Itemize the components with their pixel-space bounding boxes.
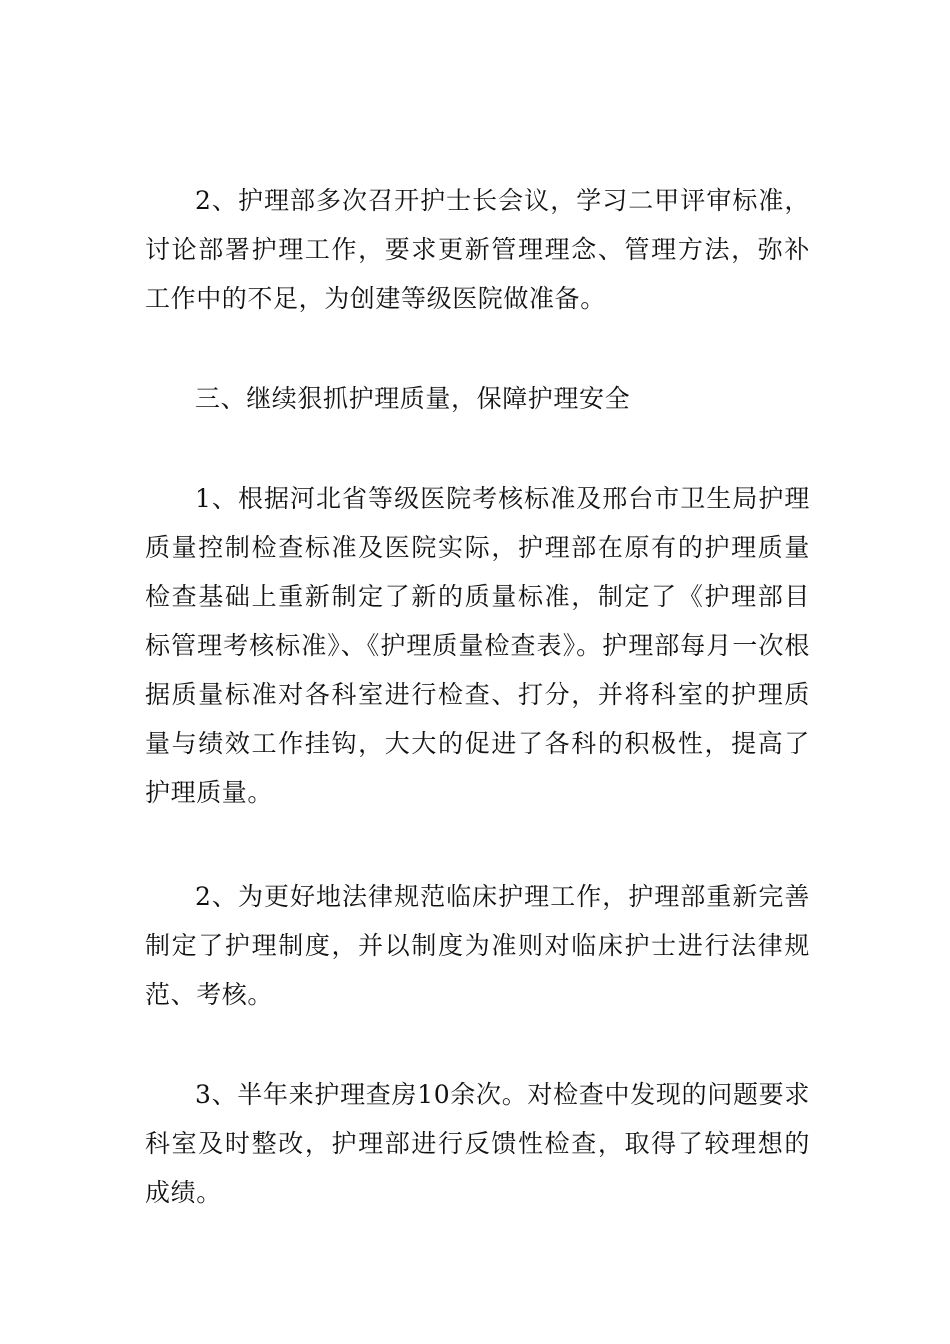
paragraph-meeting-preparation: 2、护理部多次召开护士长会议，学习二甲评审标准，讨论部署护理工作，要求更新管理理念、管理方法，弥补工作中的不足，为创建等级医院做准备。 [145,186,810,313]
paragraph-nursing-regulations: 2、为更好地法律规范临床护理工作，护理部重新完善制定了护理制度，并以制度为准则对临床护士进行法律规范、考核。 [145,882,810,1009]
section-heading-nursing-quality: 三、继续狠抓护理质量，保障护理安全 [195,384,631,413]
paragraph-quality-standards: 1、根据河北省等级医院考核标准及邢台市卫生局护理质量控制检查标准及医院实际，护理部在原有的护理质量检查基础上重新制定了新的质量标准，制定了《护理部目标管理考核标准》、《护理质量检查表》。护理部每月一次根据质量标准对各科室进行检查、打分，并将科室的护理质量与绩效工作挂钩，大大的促进了各科的积极性，提高了护理质量。 [145,484,810,807]
paragraph-ward-rounds: 3、半年来护理查房10余次。对检查中发现的问题要求科室及时整改，护理部进行反馈性检查，取得了较理想的成绩。 [145,1080,810,1207]
